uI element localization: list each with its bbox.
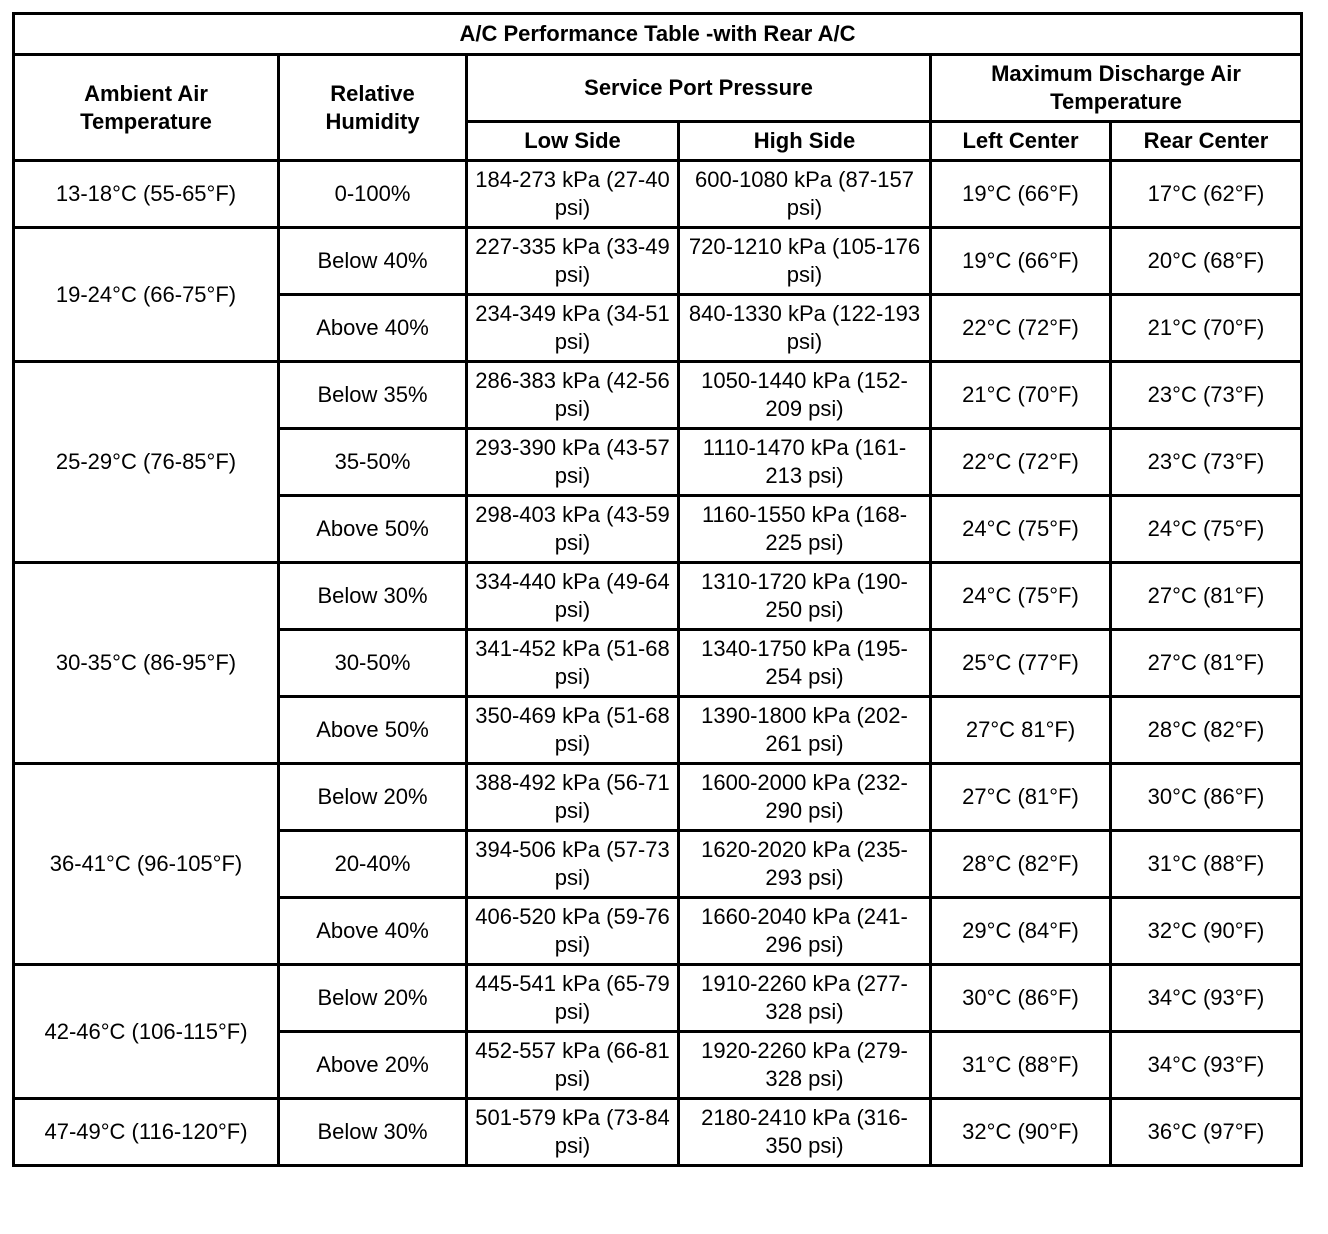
humidity-cell: Below 35% (279, 362, 467, 429)
rear-center-cell: 23°C (73°F) (1111, 429, 1302, 496)
humidity-cell: Above 40% (279, 295, 467, 362)
left-center-cell: 19°C (66°F) (931, 161, 1111, 228)
low-side-cell: 334-440 kPa (49-64 psi) (467, 563, 679, 630)
low-side-cell: 394-506 kPa (57-73 psi) (467, 831, 679, 898)
low-side-cell: 227-335 kPa (33-49 psi) (467, 228, 679, 295)
high-side-cell: 1660-2040 kPa (241-296 psi) (679, 898, 931, 965)
low-side-cell: 388-492 kPa (56-71 psi) (467, 764, 679, 831)
rear-center-cell: 27°C (81°F) (1111, 563, 1302, 630)
rear-center-cell: 20°C (68°F) (1111, 228, 1302, 295)
table-header (14, 14, 1302, 161)
low-side-cell: 445-541 kPa (65-79 psi) (467, 965, 679, 1032)
humidity-cell: Below 40% (279, 228, 467, 295)
left-center-cell: 29°C (84°F) (931, 898, 1111, 965)
humidity-cell: Above 50% (279, 496, 467, 563)
low-side-cell: 501-579 kPa (73-84 psi) (467, 1099, 679, 1166)
rear-center-cell: 32°C (90°F) (1111, 898, 1302, 965)
rear-center-cell: 21°C (70°F) (1111, 295, 1302, 362)
humidity-cell: Below 20% (279, 764, 467, 831)
table-row (14, 161, 1302, 228)
table-row (14, 563, 1302, 630)
low-side-cell: 350-469 kPa (51-68 psi) (467, 697, 679, 764)
low-side-cell: 406-520 kPa (59-76 psi) (467, 898, 679, 965)
ambient-temp-cell: 25-29°C (76-85°F) (14, 362, 279, 563)
high-side-cell: 1620-2020 kPa (235-293 psi) (679, 831, 931, 898)
ambient-temp-cell: 30-35°C (86-95°F) (14, 563, 279, 764)
table-row (14, 228, 1302, 295)
humidity-cell: Below 30% (279, 563, 467, 630)
header-ambient-air-temperature: Ambient Air Temperature (14, 55, 279, 161)
header-service-port-pressure: Service Port Pressure (467, 55, 931, 122)
high-side-cell: 1110-1470 kPa (161-213 psi) (679, 429, 931, 496)
left-center-cell: 21°C (70°F) (931, 362, 1111, 429)
humidity-cell: 0-100% (279, 161, 467, 228)
table-row (14, 1099, 1302, 1166)
high-side-cell: 600-1080 kPa (87-157 psi) (679, 161, 931, 228)
ambient-temp-cell: 36-41°C (96-105°F) (14, 764, 279, 965)
low-side-cell: 286-383 kPa (42-56 psi) (467, 362, 679, 429)
rear-center-cell: 34°C (93°F) (1111, 965, 1302, 1032)
low-side-cell: 234-349 kPa (34-51 psi) (467, 295, 679, 362)
header-row-1 (14, 55, 1302, 122)
humidity-cell: Below 30% (279, 1099, 467, 1166)
rear-center-cell: 24°C (75°F) (1111, 496, 1302, 563)
rear-center-cell: 27°C (81°F) (1111, 630, 1302, 697)
rear-center-cell: 34°C (93°F) (1111, 1032, 1302, 1099)
low-side-cell: 341-452 kPa (51-68 psi) (467, 630, 679, 697)
high-side-cell: 840-1330 kPa (122-193 psi) (679, 295, 931, 362)
ambient-temp-cell: 19-24°C (66-75°F) (14, 228, 279, 362)
high-side-cell: 1920-2260 kPa (279-328 psi) (679, 1032, 931, 1099)
low-side-cell: 293-390 kPa (43-57 psi) (467, 429, 679, 496)
header-rear-center: Rear Center (1111, 122, 1302, 161)
ambient-temp-cell: 47-49°C (116-120°F) (14, 1099, 279, 1166)
ac-performance-table (12, 12, 1303, 1167)
title-row (14, 14, 1302, 55)
humidity-cell: 30-50% (279, 630, 467, 697)
table-title: A/C Performance Table -with Rear A/C (14, 14, 1302, 55)
rear-center-cell: 28°C (82°F) (1111, 697, 1302, 764)
header-left-center: Left Center (931, 122, 1111, 161)
high-side-cell: 1600-2000 kPa (232-290 psi) (679, 764, 931, 831)
left-center-cell: 24°C (75°F) (931, 496, 1111, 563)
humidity-cell: 20-40% (279, 831, 467, 898)
ambient-temp-cell: 13-18°C (55-65°F) (14, 161, 279, 228)
high-side-cell: 720-1210 kPa (105-176 psi) (679, 228, 931, 295)
table-row (14, 965, 1302, 1032)
left-center-cell: 22°C (72°F) (931, 295, 1111, 362)
high-side-cell: 1050-1440 kPa (152-209 psi) (679, 362, 931, 429)
low-side-cell: 452-557 kPa (66-81 psi) (467, 1032, 679, 1099)
rear-center-cell: 36°C (97°F) (1111, 1099, 1302, 1166)
rear-center-cell: 17°C (62°F) (1111, 161, 1302, 228)
rear-center-cell: 31°C (88°F) (1111, 831, 1302, 898)
low-side-cell: 298-403 kPa (43-59 psi) (467, 496, 679, 563)
left-center-cell: 30°C (86°F) (931, 965, 1111, 1032)
ambient-temp-cell: 42-46°C (106-115°F) (14, 965, 279, 1099)
humidity-cell: 35-50% (279, 429, 467, 496)
high-side-cell: 2180-2410 kPa (316-350 psi) (679, 1099, 931, 1166)
left-center-cell: 27°C (81°F) (931, 764, 1111, 831)
rear-center-cell: 30°C (86°F) (1111, 764, 1302, 831)
left-center-cell: 25°C (77°F) (931, 630, 1111, 697)
high-side-cell: 1160-1550 kPa (168-225 psi) (679, 496, 931, 563)
table-row (14, 362, 1302, 429)
high-side-cell: 1340-1750 kPa (195-254 psi) (679, 630, 931, 697)
left-center-cell: 24°C (75°F) (931, 563, 1111, 630)
table-row (14, 764, 1302, 831)
left-center-cell: 32°C (90°F) (931, 1099, 1111, 1166)
humidity-cell: Above 50% (279, 697, 467, 764)
high-side-cell: 1910-2260 kPa (277-328 psi) (679, 965, 931, 1032)
table-body (14, 161, 1302, 1166)
humidity-cell: Above 40% (279, 898, 467, 965)
header-max-discharge-air-temperature: Maximum Discharge Air Temperature (931, 55, 1302, 122)
left-center-cell: 19°C (66°F) (931, 228, 1111, 295)
header-high-side: High Side (679, 122, 931, 161)
header-low-side: Low Side (467, 122, 679, 161)
low-side-cell: 184-273 kPa (27-40 psi) (467, 161, 679, 228)
left-center-cell: 31°C (88°F) (931, 1032, 1111, 1099)
left-center-cell: 22°C (72°F) (931, 429, 1111, 496)
high-side-cell: 1390-1800 kPa (202-261 psi) (679, 697, 931, 764)
humidity-cell: Below 20% (279, 965, 467, 1032)
rear-center-cell: 23°C (73°F) (1111, 362, 1302, 429)
header-relative-humidity: Relative Humidity (279, 55, 467, 161)
high-side-cell: 1310-1720 kPa (190-250 psi) (679, 563, 931, 630)
left-center-cell: 28°C (82°F) (931, 831, 1111, 898)
left-center-cell: 27°C 81°F) (931, 697, 1111, 764)
humidity-cell: Above 20% (279, 1032, 467, 1099)
